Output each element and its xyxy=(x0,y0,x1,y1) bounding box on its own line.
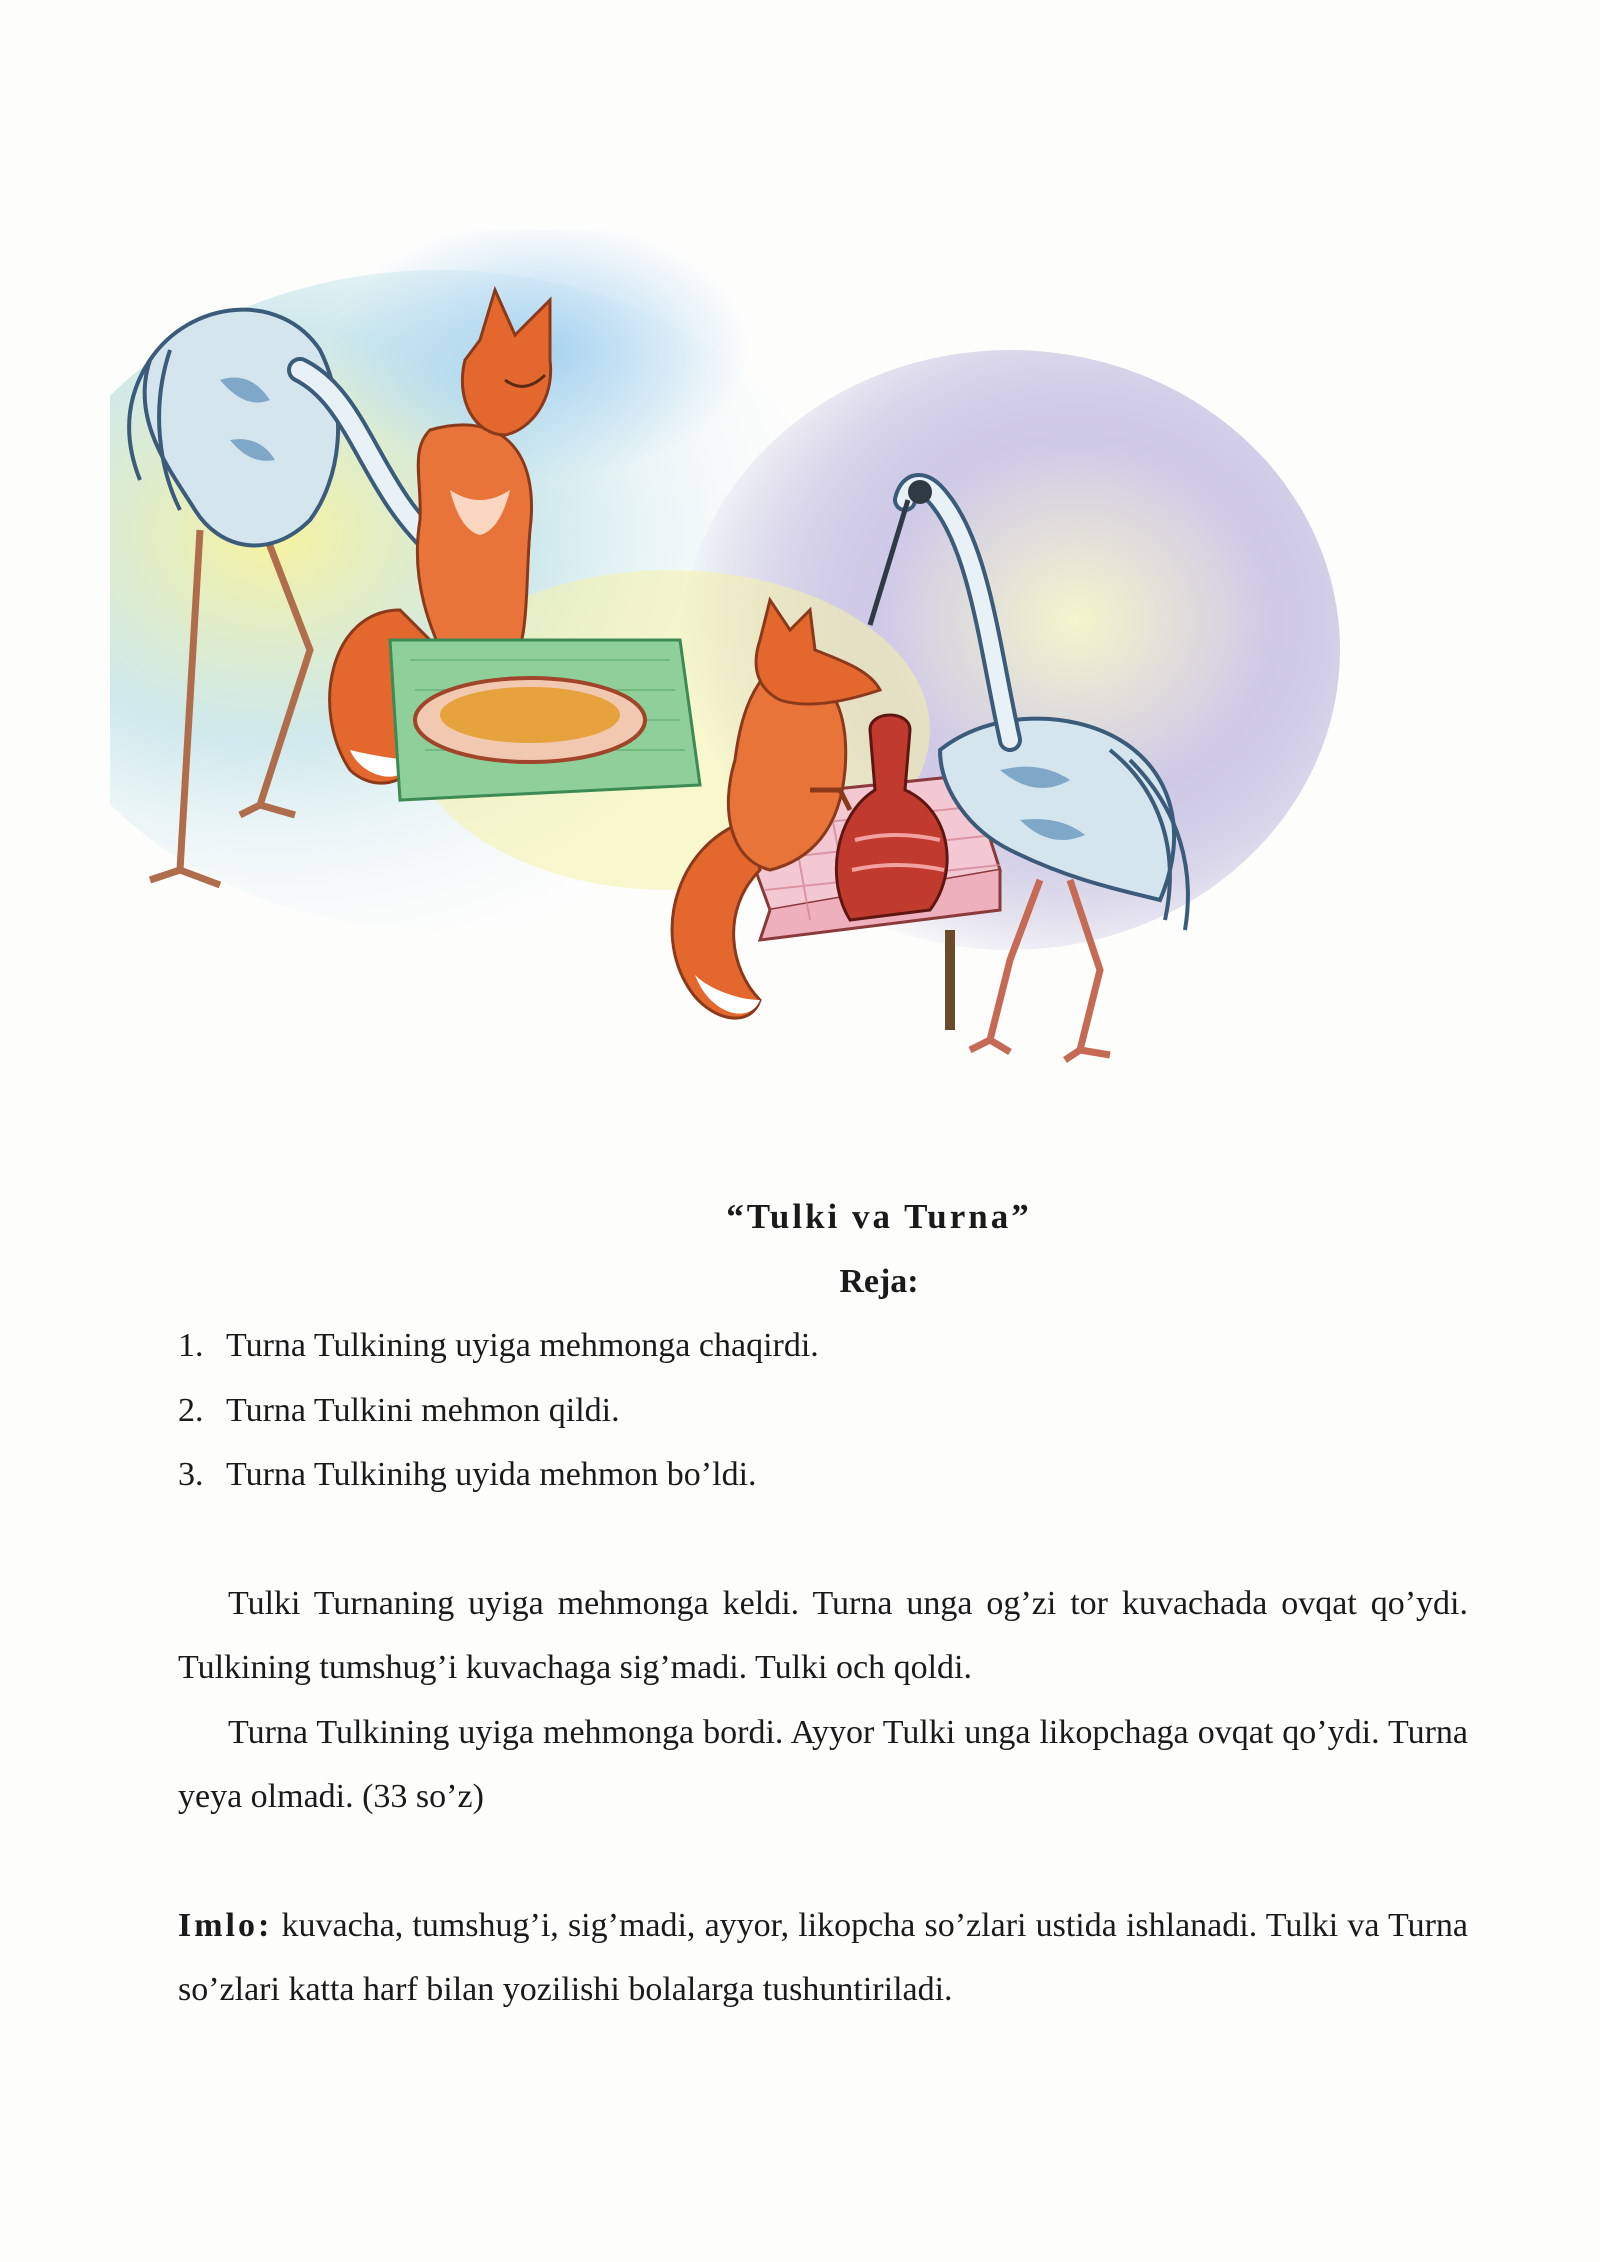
list-item-text: Turna Tulkining uyiga mehmonga chaqirdi. xyxy=(226,1327,819,1364)
story-illustration xyxy=(110,230,1360,1130)
imlo-text: kuvacha, tumshug’i, sig’madi, ayyor, likopcha so’zlari ustida ishlanadi. Tulki va Turna so’zlari katta harf bilan yozilishi bolalarga tushuntiriladi. xyxy=(178,1906,1468,2008)
list-item xyxy=(178,1443,1468,1508)
plan-list xyxy=(178,1314,1468,1508)
list-item xyxy=(178,1379,1468,1444)
list-item-text: Turna Tulkini mehmon qildi. xyxy=(226,1391,620,1429)
list-item xyxy=(178,1314,1468,1379)
imlo-label: Imlo: xyxy=(178,1906,273,1944)
list-item-number: 3. xyxy=(178,1456,204,1493)
page-title: “Tulki va Turna” xyxy=(726,1197,1032,1236)
story-paragraph-2 xyxy=(178,1701,1468,1830)
story-paragraph-2-text: Turna Tulkining uyiga mehmonga bordi. Ayyor Tulki unga likopchaga ovqat qo’ydi. Turna yeya olmadi. (33 so’z) xyxy=(178,1713,1468,1815)
imlo-note xyxy=(178,1894,1468,2023)
list-item-number: 2. xyxy=(178,1391,204,1429)
story-paragraph-1 xyxy=(178,1572,1468,1701)
plate-on-green-cloth xyxy=(390,640,700,800)
list-item-number: 1. xyxy=(178,1327,204,1364)
story-paragraph-1-text: Tulki Turnaning uyiga mehmonga keldi. Turna unga og’zi tor kuvachada ovqat qo’ydi. Tulkining tumshug’i kuvachaga sig’madi. Tulki och qoldi. xyxy=(178,1584,1468,1686)
plan-heading: Reja: xyxy=(839,1262,919,1300)
story-text xyxy=(178,1185,1468,2023)
list-item-text: Turna Tulkinihg uyida mehmon bo’ldi. xyxy=(226,1456,757,1493)
